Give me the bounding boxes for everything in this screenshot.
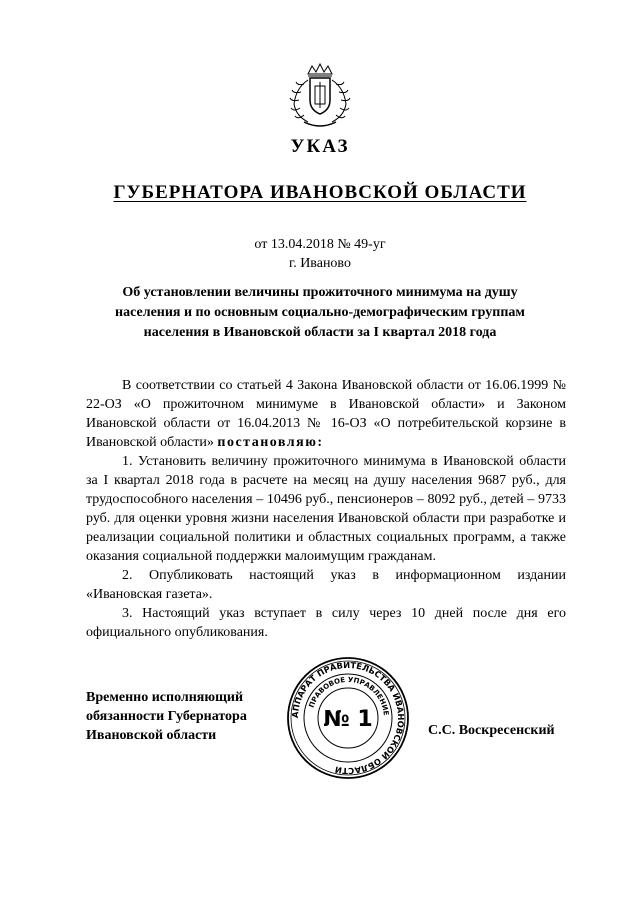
stamp-outer-text: АППАРАТ ПРАВИТЕЛЬСТВА ИВАНОВСКОЙ ОБЛАСТИ [289, 659, 407, 777]
document-heading [100, 283, 540, 343]
issuer-title [0, 182, 640, 204]
signer-position-line: обязанности Губернатора [86, 709, 247, 724]
signer-position [86, 688, 276, 745]
coat-of-arms-icon [286, 60, 354, 130]
preamble-paragraph [86, 376, 566, 452]
official-stamp [286, 656, 410, 780]
heading-line: населения и по основным социально-демографическим группам [115, 305, 525, 320]
heading-line: Об установлении величины прожиточного минимума на душу [122, 285, 518, 300]
document-body [86, 376, 566, 642]
signer-position-line: Временно исполняющий [86, 690, 244, 705]
signer-position-line: Ивановской области [86, 728, 217, 743]
city: г. Иваново [289, 256, 351, 271]
heading-line: населения в Ивановской области за I квартал 2018 года [143, 325, 497, 340]
item-paragraph: 2. Опубликовать настоящий указ в информационном издании «Ивановская газета». [86, 568, 566, 602]
date-number: от 13.04.2018 № 49-уг [254, 237, 386, 252]
stamp-number: № 1 [323, 707, 373, 732]
issuer-title-text: ГУБЕРНАТОРА ИВАНОВСКОЙ ОБЛАСТИ [113, 182, 527, 203]
signer-name: С.С. Воскресенский [428, 723, 555, 738]
document-type: УКАЗ [290, 136, 350, 157]
item-paragraph: 3. Настоящий указ вступает в силу через 10 дней после дня его официального опубликования. [86, 606, 566, 640]
stamp-inner-text: ПРАВОВОЕ УПРАВЛЕНИЕ [307, 675, 390, 716]
preamble-text: В соответствии со статьей 4 Закона Ивановской области от 16.06.1999 № 22-ОЗ «О прожиточном минимуме в Ивановской области» и Законом Ивановской области от 16.04.2013 № 16-ОЗ «О потребительской корзине в Ивановской области» [86, 378, 566, 450]
item-paragraph: 1. Установить величину прожиточного минимума в Ивановской области за I квартал 2018 года в расчете на месяц на душу населения 9687 руб., для трудоспособного населения – 10496 руб., пенсионеров – 8092 руб., детей – 9733 руб. для оценки уровня жизни населения Ивановской области при разработке и реализации социальной политики и областных социальных программ, а также оказания социальной поддержки малоимущим гражданам. [86, 454, 566, 564]
decree-word: постановляю: [217, 435, 324, 450]
